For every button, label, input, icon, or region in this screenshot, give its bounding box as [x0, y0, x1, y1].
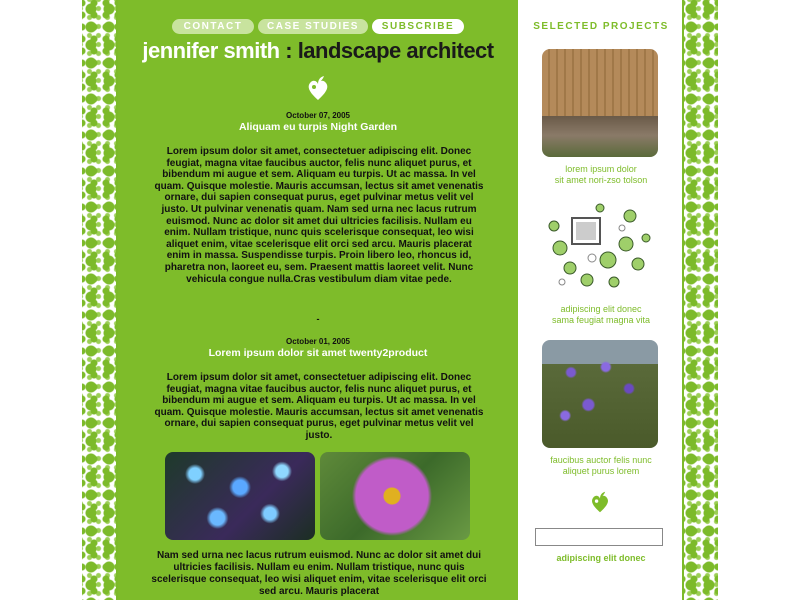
project-caption-line: adipiscing elit donec — [560, 304, 642, 314]
nav-subscribe-button[interactable]: SUBSCRIBE — [372, 19, 464, 34]
top-nav — [172, 19, 464, 35]
project-caption[interactable] — [528, 164, 674, 186]
project-thumbnail[interactable] — [542, 340, 658, 448]
project-caption[interactable] — [528, 304, 674, 326]
post-body-continued: Nam sed urna nec lacus rutrum euismod. Nunc ac dolor sit amet dui ultricies facilisis. Nullam eu enim. Nullam tristique, nunc quis scelerisque consequat, leo wisi aliquet enim, vitae scelerisque elit orci sed arcu. Mauris placerat — [151, 550, 487, 597]
post-separator: - — [316, 314, 320, 324]
site-title — [118, 38, 518, 64]
project-caption-line: faucibus auctor felis nunc — [550, 455, 652, 465]
sidebar-footer-link[interactable]: adipiscing elit donec — [556, 553, 646, 563]
heart-leaf-icon — [589, 490, 611, 514]
sidebar-text-input[interactable] — [535, 528, 663, 546]
post-photo-pink-flower[interactable] — [320, 452, 470, 540]
project-caption[interactable] — [528, 455, 674, 477]
main-column — [118, 0, 518, 600]
site-owner-name: jennifer smith — [142, 38, 280, 63]
floral-border-left — [82, 0, 118, 600]
sidebar-heading: SELECTED PROJECTS — [533, 21, 669, 32]
heart-leaf-icon — [306, 74, 330, 102]
project-caption-line: aliquet purus lorem — [562, 466, 640, 476]
site-title-separator: : — [279, 38, 298, 63]
floral-border-right — [682, 0, 718, 600]
site-tagline: landscape architect — [297, 38, 494, 63]
post-date: October 01, 2005 — [285, 337, 351, 346]
nav-contact-button[interactable]: CONTACT — [172, 19, 254, 34]
post-title-link[interactable]: Aliquam eu turpis Night Garden — [238, 121, 398, 133]
project-caption-line: sit amet nori-zso tolson — [554, 175, 648, 185]
post-title-link[interactable]: Lorem ipsum dolor sit amet twenty2product — [208, 347, 428, 359]
post-body: Lorem ipsum dolor sit amet, consectetuer adipiscing elit. Donec feugiat, magna vitae faucibus auctor, felis nunc aliquet purus, et bibendum mi augue et sem. Aliquam eu turpis. Ut ac massa. In vel quam. Quisque molestie. Mauris accumsan, lectus sit amet venenatis ornare, dui sapien consequat purus, eget pulvinar metus velit vel justo. — [154, 372, 484, 441]
project-caption-line: lorem ipsum dolor — [565, 164, 637, 174]
post-photo-blue-flowers[interactable] — [165, 452, 315, 540]
post-date: October 07, 2005 — [285, 111, 351, 120]
project-thumbnail[interactable] — [542, 49, 658, 157]
post-body: Lorem ipsum dolor sit amet, consectetuer adipiscing elit. Donec feugiat, magna vitae faucibus auctor, felis nunc aliquet purus, et bibendum mi augue et sem. Aliquam eu turpis. Ut ac massa. In vel quam. Quisque molestie. Mauris accumsan, lectus sit amet venenatis ornare, dui sapien consequat purus, eget pulvinar metus velit vel justo. Ut pulvinar venenatis quam. Nam sed urna nec lacus rutrum euismod. Nunc ac dolor sit amet dui ultricies facilisis. Nullam eu enim. Nullam tristique, nunc quis scelerisque consequat, leo wisi aliquet enim, vitae scelerisque elit orci sed arcu. Mauris placerat enim in massa. Suspendisse turpis. Proin libero leo, rhoncus id, pharetra non, laoreet eu, sem. Praesent mattis laoreet velit. Nunc vehicula congue nulla.Cras vestibulum diam vitae pede. — [154, 146, 484, 285]
nav-case-studies-button[interactable]: CASE STUDIES — [258, 19, 368, 34]
project-thumbnail[interactable] — [542, 198, 658, 296]
project-caption-line: sama feugiat magna vita — [551, 315, 651, 325]
